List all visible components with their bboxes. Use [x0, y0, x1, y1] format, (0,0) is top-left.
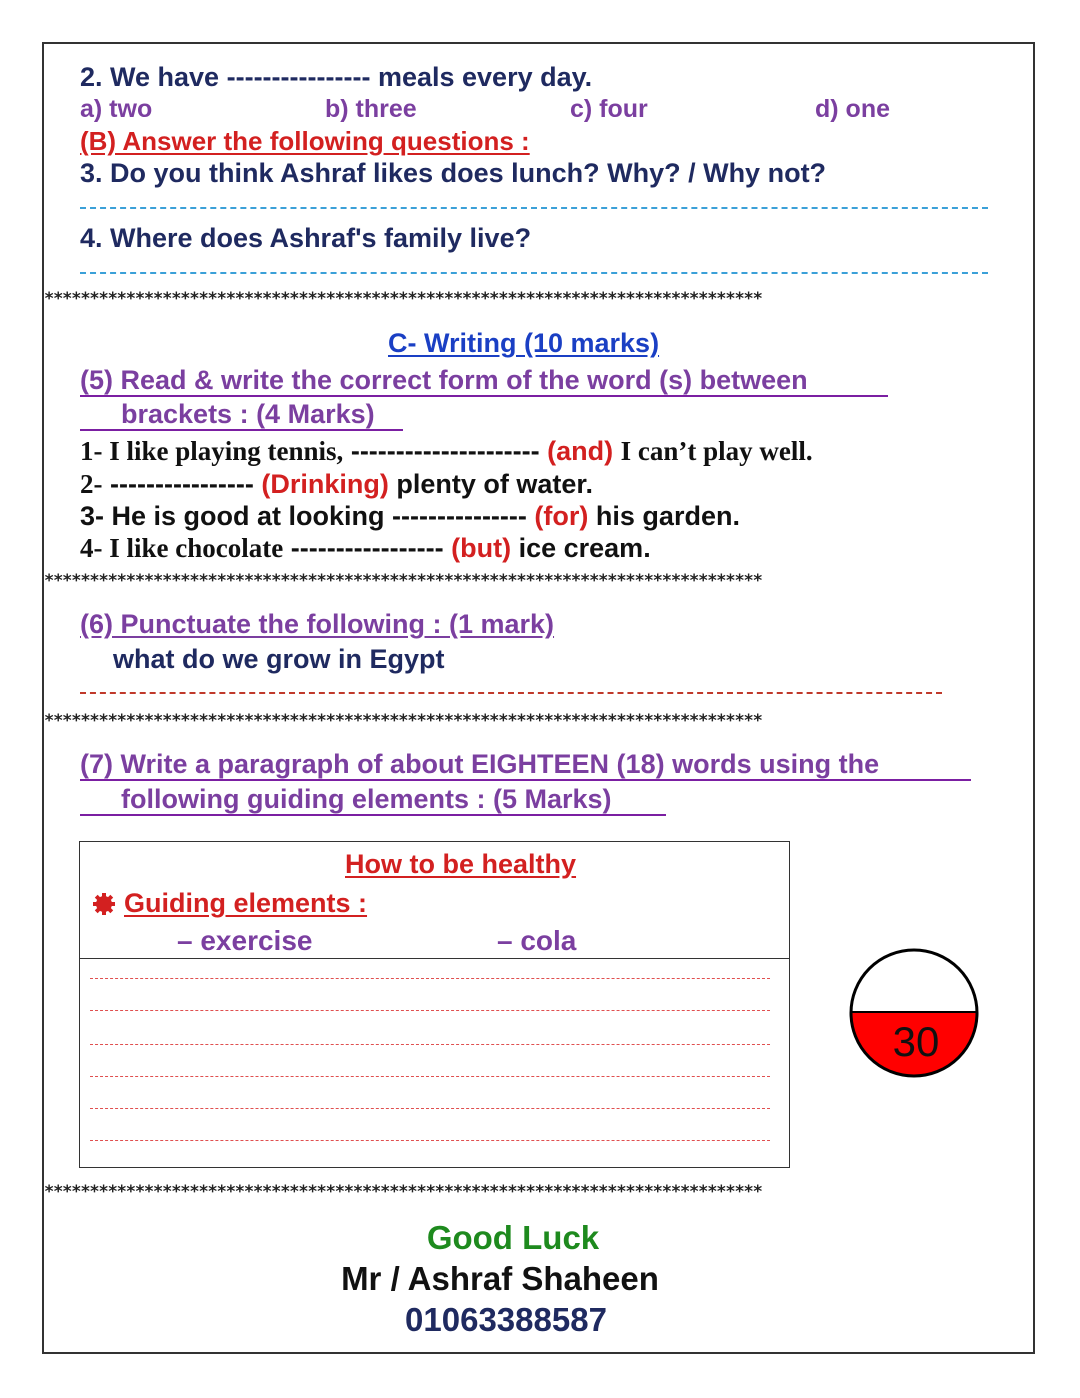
q5-heading-underline-1	[80, 395, 888, 397]
q5-item-4-post: ice cream.	[518, 533, 651, 563]
q5-item-3-word: (for)	[534, 501, 589, 531]
q2-option-d: d) one	[815, 95, 890, 123]
score-badge	[848, 946, 982, 1087]
q5-item-4	[80, 533, 651, 564]
q2-stem-post: meals every day.	[377, 62, 593, 92]
q5-item-3-pre: 3- He is good at looking	[80, 501, 385, 531]
writing-line-2	[90, 1010, 770, 1011]
q7-heading-underline-1	[80, 779, 971, 781]
q2-option-b: b) three	[325, 95, 417, 123]
score-value: 30	[892, 1018, 940, 1065]
q5-item-1-dashes: ---------------------	[350, 436, 540, 466]
q4-answer-line	[80, 272, 988, 274]
q7-heading-line1: (7) Write a paragraph of about EIGHTEEN (18) words using the	[80, 749, 880, 779]
guiding-label: Guiding elements :	[124, 888, 368, 918]
q6-heading: (6) Punctuate the following : (1 mark)	[80, 609, 555, 639]
q5-item-4-dashes: -----------------	[290, 533, 444, 563]
q5-heading-line1: (5) Read & write the correct form of the word (s) between	[80, 365, 808, 395]
writing-line-1	[90, 978, 770, 979]
q5-heading-underline-2	[80, 429, 403, 431]
q5-heading-line2: brackets : (4 Marks)	[121, 399, 375, 429]
good-luck: Good Luck	[426, 1219, 600, 1256]
element-cola: – cola	[497, 925, 577, 956]
q5-item-2-dashes: ----------------	[110, 469, 254, 499]
q5-item-1-word: (and)	[547, 436, 614, 466]
element-exercise: – exercise	[177, 925, 313, 956]
box-separator	[80, 958, 790, 959]
q5-item-3-dashes: ---------------	[392, 501, 527, 531]
q2-option-c: c) four	[570, 95, 648, 123]
q5-item-3	[80, 501, 740, 532]
section-b-heading: (B) Answer the following questions :	[80, 126, 530, 156]
q2-stem	[80, 62, 592, 93]
q5-item-2-word: (Drinking)	[261, 469, 389, 499]
writing-line-3	[90, 1044, 770, 1045]
section-c-heading: C- Writing (10 marks)	[388, 328, 660, 358]
writing-line-6	[90, 1140, 770, 1141]
phone-number: 01063388587	[405, 1301, 607, 1338]
q5-item-2-post: plenty of water.	[396, 469, 593, 499]
q2-blank: ----------------	[226, 62, 371, 92]
q3-answer-line	[80, 207, 988, 209]
q5-item-1-pre: 1- I like playing tennis,	[80, 436, 344, 466]
q5-item-1-post: I can’t play well.	[620, 436, 813, 466]
q3-text: 3. Do you think Ashraf likes does lunch? Why? / Why not?	[80, 158, 827, 188]
star-divider-2: *******************************************************************************	[44, 572, 762, 590]
gear-bullet-icon	[90, 890, 118, 923]
q5-item-4-word: (but)	[451, 533, 512, 563]
writing-line-4	[90, 1076, 770, 1077]
q2-option-a: a) two	[80, 95, 153, 123]
teacher-name: Mr / Ashraf Shaheen	[341, 1260, 659, 1297]
q5-item-3-post: his garden.	[595, 501, 740, 531]
q6-sentence: what do we grow in Egypt	[113, 644, 445, 674]
q5-item-1	[80, 436, 813, 467]
star-divider-3: *******************************************************************************	[44, 712, 762, 730]
star-divider-1: *******************************************************************************	[44, 290, 762, 308]
writing-line-5	[90, 1108, 770, 1109]
q6-answer-line	[80, 692, 942, 694]
star-divider-4: *******************************************************************************	[44, 1183, 762, 1201]
q4-text: 4. Where does Ashraf's family live?	[80, 223, 532, 253]
q5-item-2	[80, 469, 593, 500]
q5-item-4-pre: 4- I like chocolate	[80, 533, 284, 563]
q7-heading-underline-2	[80, 814, 666, 816]
box-title: How to be healthy	[345, 849, 577, 879]
q5-item-2-pre: 2-	[80, 469, 103, 499]
q2-stem-pre: 2. We have	[80, 62, 220, 92]
q7-heading-line2: following guiding elements : (5 Marks)	[121, 784, 612, 814]
